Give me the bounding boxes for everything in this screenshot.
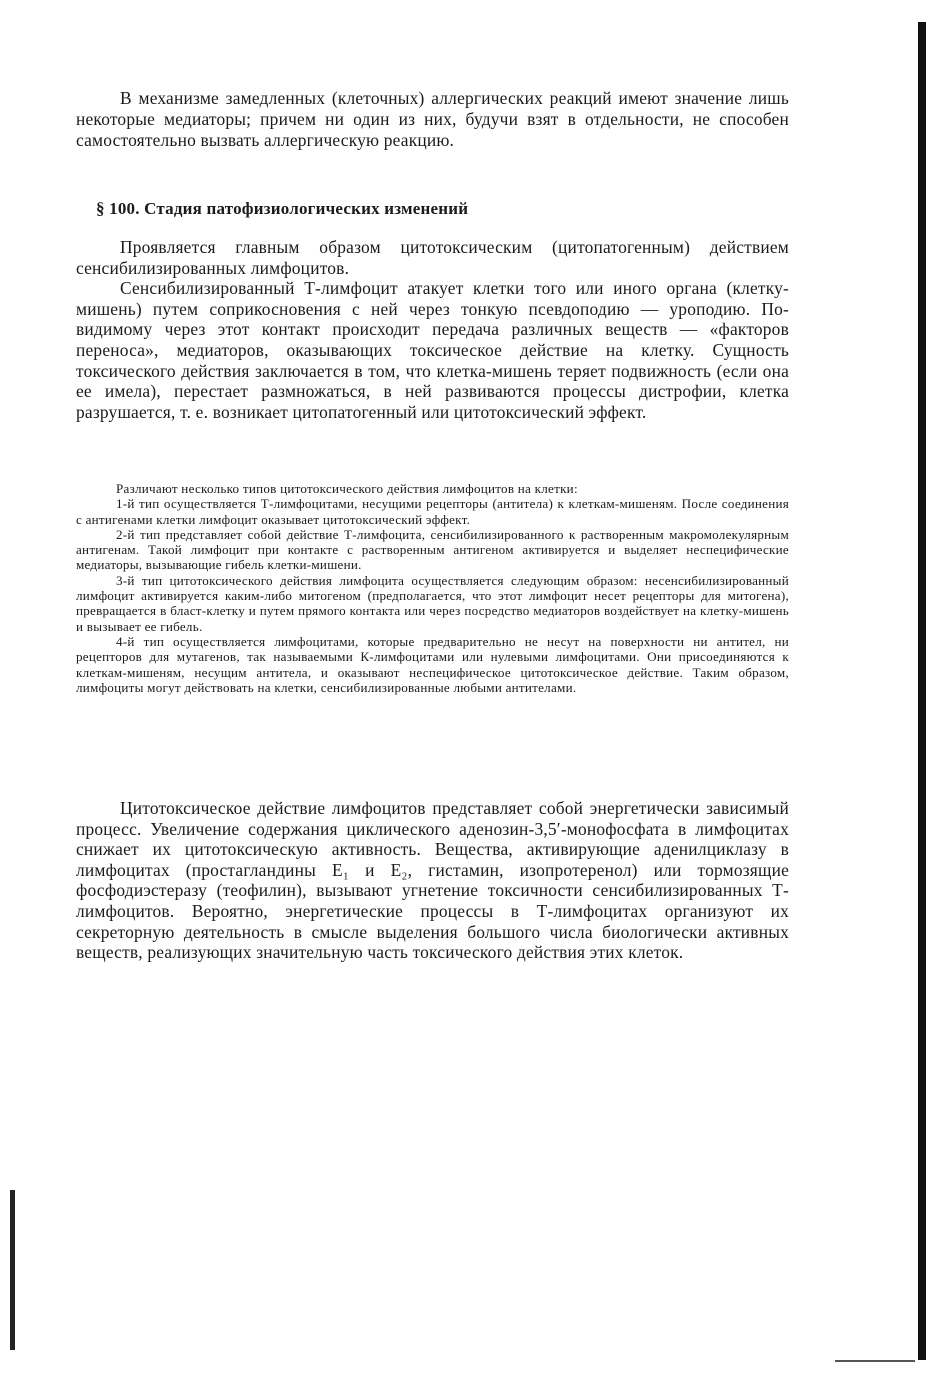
small-paragraph: 3-й тип цитотоксического действия лимфоцита осуществляется следующим образом: несенсибилизированный лимфоцит активируется каким-либо митогеном (предполагается, что этот лимфоцит несет рецепторы для митогена), превращается в бласт-клетку и путем прямого контакта или через посредство медиаторов воздействует на клетку-мишень и вызывает ее гибель. <box>76 572 789 634</box>
scan-bottom-mark <box>835 1360 915 1362</box>
body-paragraph: Сенсибилизированный Т-лимфоцит атакует клетки того или иного органа (клетку-мишень) путем соприкосновения с ней через тонкую псевдоподию — уроподию. По-видимому через этот контакт происходит передача различных веществ — «факторов переноса», медиаторов, оказывающих токсическое действие на клетку. Сущность токсического действия заключается в том, что клетка-мишень теряет подвижность (если она ее имела), перестает размножаться, в ней развиваются процессы дистрофии, клетка разрушается, т. е. возникает цитопатогенный или цитотоксический эффект. <box>76 278 789 422</box>
scan-edge-right <box>918 22 926 1360</box>
small-print-block <box>76 481 789 695</box>
final-text-block <box>76 798 789 963</box>
section-heading: § 100. Стадия патофизиологических изменений <box>96 199 469 218</box>
small-paragraph: 2-й тип представляет собой действие Т-лимфоцита, сенсибилизированного к растворенным макромолекулярным антигенам. Такой лимфоцит при контакте с растворенным антигеном активируется и выделяет неспецифические медиаторы, вызывающие гибель клетки-мишени. <box>76 526 789 573</box>
small-paragraph: 4-й тип осуществляется лимфоцитами, которые предварительно не несут на поверхности ни антител, ни рецепторов для мутагенов, так называемыми К-лимфоцитами или нулевыми лимфоцитами. Они присоединяются к клеткам-мишеням, несущим антитела, и оказывают неспецифическое цитотоксическое действие. Таким образом, лимфоциты могут действовать на клетки, сенсибилизированные любыми антителами. <box>76 633 789 695</box>
small-paragraph: 1-й тип осуществляется Т-лимфоцитами, несущими рецепторы (антитела) к клеткам-мишеням. После соединения с антигенами клетки лимфоцит оказывает цитотоксический эффект. <box>76 496 789 527</box>
body-paragraph: Проявляется главным образом цитотоксическим (цитопатогенным) действием сенсибилизированных лимфоцитов. <box>76 237 789 278</box>
intro-block <box>76 88 789 150</box>
scan-edge-left <box>10 1190 15 1350</box>
final-paragraph: Цитотоксическое действие лимфоцитов представляет собой энергетически зависимый процесс. Увеличение содержания циклического аденозин-3,5′-монофосфата в лимфоцитах снижает их цитотоксическую активность. Вещества, активирующие аденилциклазу в лимфоцитах (простагландины E₁ и E₂, гистамин, изопротеренол) или тормозящие фосфодиэстеразу (теофилин), вызывают угнетение токсичности сенсибилизированных Т-лимфоцитов. Вероятно, энергетические процессы в Т-лимфоцитах организуют их секреторную деятельность в смысле выделения большого числа биологически активных веществ, реализующих значительную часть токсического действия этих клеток. <box>76 798 789 963</box>
intro-paragraph: В механизме замедленных (клеточных) аллергических реакций имеют значение лишь некоторые медиаторы; причем ни один из них, будучи взят в отдельности, не способен самостоятельно вызвать аллергическую реакцию. <box>76 88 789 150</box>
small-paragraph: Различают несколько типов цитотоксического действия лимфоцитов на клетки: <box>116 481 578 496</box>
main-text-block <box>76 237 789 422</box>
